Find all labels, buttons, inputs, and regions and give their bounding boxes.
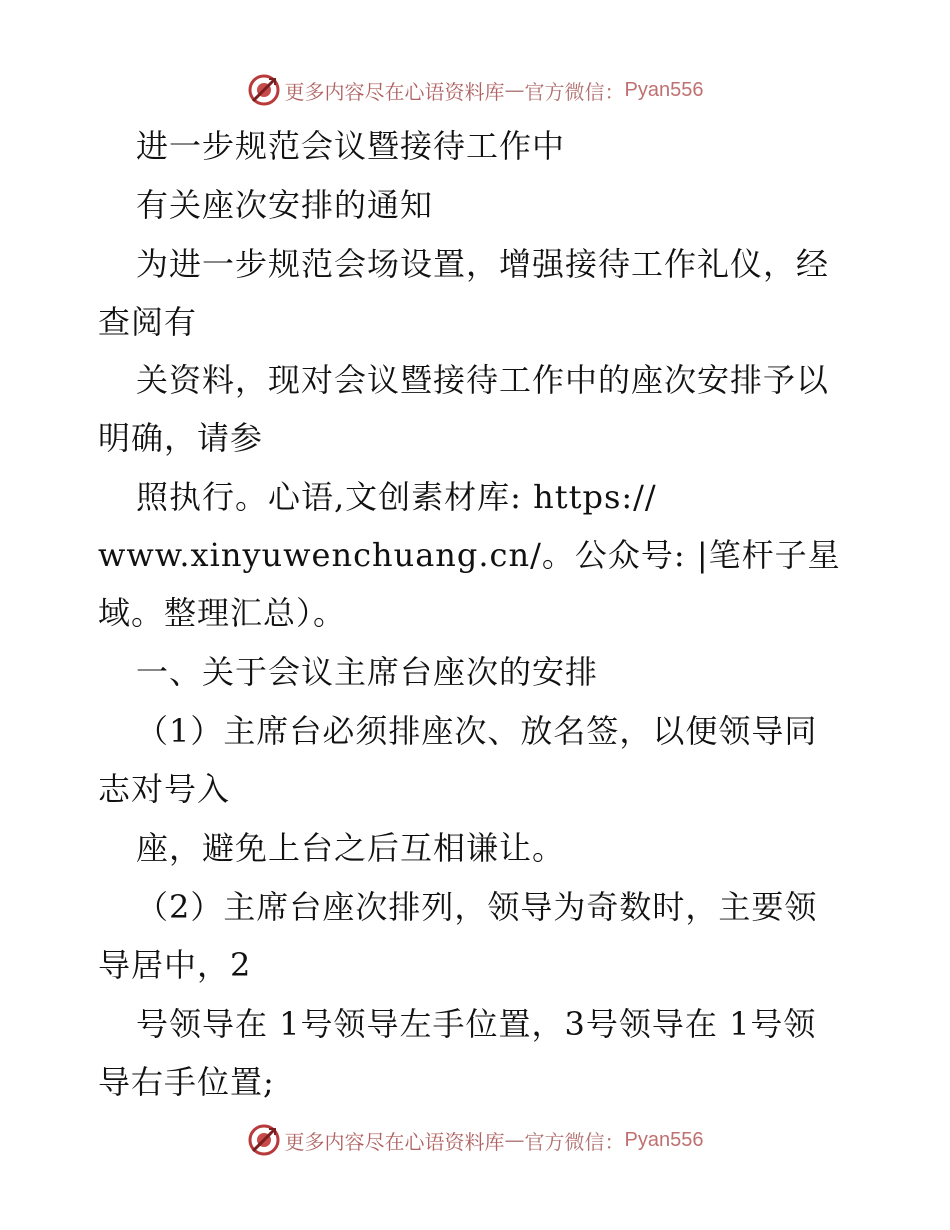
doc-paragraph-line: 关资料，现对会议暨接待工作中的座次安排予以 [136, 361, 830, 399]
doc-paragraph-line: 号领导在 1号领导左手位置，3号领导在 1号领 [136, 1005, 817, 1043]
banner-wechat-id: Pyan556 [624, 1128, 704, 1151]
banner-text: 更多内容尽在心语资料库 [284, 1129, 505, 1154]
doc-paragraph-line: 导右手位置; [98, 1063, 275, 1101]
doc-paragraph-line: 导居中，2 [98, 946, 252, 984]
doc-title-line-2: 有关座次安排的通知 [136, 186, 434, 224]
footer-watermark-banner [0, 1120, 950, 1160]
doc-paragraph-line: 域。整理汇总）。 [98, 594, 347, 632]
doc-paragraph-line: 为进一步规范会场设置，增强接待工作礼仪，经 [136, 245, 830, 283]
doc-title-line-1: 进一步规范会议暨接待工作中 [136, 127, 566, 165]
doc-section-heading: 一、关于会议主席台座次的安排 [136, 653, 599, 691]
doc-paragraph-line: 查阅有 [98, 303, 198, 341]
banner-text: 更多内容尽在心语资料库 [284, 79, 505, 104]
banner-separator: — [504, 1128, 525, 1152]
banner-wechat-label: 官方微信： [524, 1129, 625, 1154]
banner-separator: — [504, 78, 525, 102]
doc-paragraph-line: www.xinyuwenchuang.cn/。公众号: |笔杆子星 [98, 536, 841, 574]
doc-paragraph-line: 明确，请参 [98, 419, 264, 457]
header-watermark-banner [0, 70, 950, 110]
doc-paragraph-line: （2）主席台座次排列，领导为奇数时，主要领 [136, 888, 818, 926]
banner-wechat-id: Pyan556 [624, 78, 704, 101]
doc-paragraph-line: （1）主席台必须排座次、放名签，以便领导同 [136, 712, 818, 750]
doc-paragraph-line: 照执行。心语,文创素材库: https:// [136, 478, 657, 516]
doc-paragraph-line: 座，避免上台之后互相谦让。 [136, 829, 566, 867]
brand-logo-icon [247, 73, 281, 107]
doc-paragraph-line: 志对号入 [98, 770, 231, 808]
brand-logo-icon [247, 1123, 281, 1157]
banner-wechat-label: 官方微信： [524, 79, 625, 104]
